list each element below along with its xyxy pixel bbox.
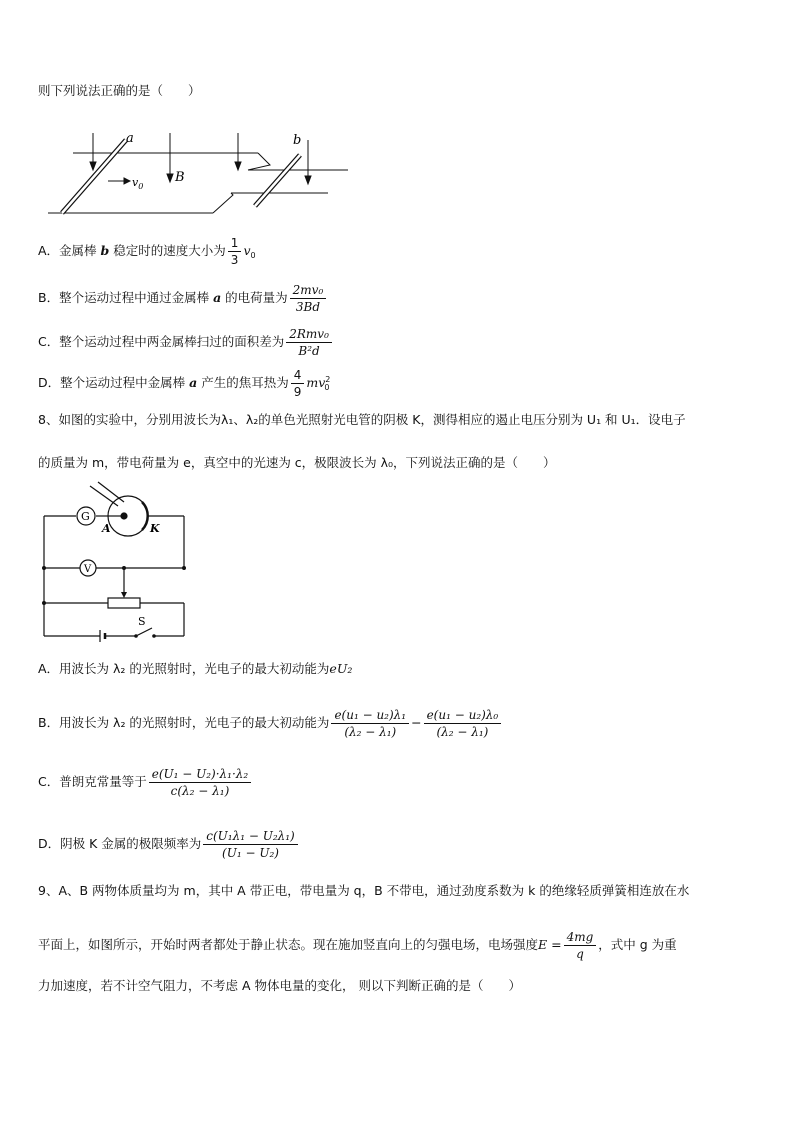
q8-circuit-figure xyxy=(38,482,188,637)
svg-text:v0 xyxy=(132,176,143,191)
q7-option-b: B．整个运动过程中通过金属棒 a 的电荷量为 $\frac{\text{2mv₀}}{3Bd}$ xyxy=(38,283,328,314)
q8-option-b: B．用波长为 λ₂ 的光照射时，光电子的最大初动能为 $\frac{\text{e(u₁ − u₂)λ₁}}{\text{(λ₂ − λ₁)}}$ − $\frac{\text{e(u₁ − u₂)λ₀}}{\text{(λ₂ − λ₁)}}$ xyxy=(38,708,503,739)
q9-stem-line3: 力加速度，若不计空气阻力，不考虑 A 物体电量的变化， 则以下判断正确的是（ ） xyxy=(38,978,521,993)
q8-option-a: A．用波长为 λ₂ 的光照射时，光电子的最大初动能为eU₂ xyxy=(38,661,353,676)
q8-label-s: S xyxy=(138,615,146,628)
q9-stem-line1: 9、A、B 两物体质量均为 m，其中 A 带正电，带电量为 q，B 不带电，通过劲度系数为 k 的绝缘轻质弹簧相连放在水 xyxy=(38,883,690,898)
q8-label-a: A xyxy=(102,522,111,535)
q7-label-B: B xyxy=(175,170,185,185)
q7-label-b: b xyxy=(293,133,302,148)
q8-option-d: D．阴极 K 金属的极限频率为 $\frac{\text{c(U₁λ₁ − U₂λ₁)}}{\text{(U₁ − U₂)}}$ xyxy=(38,829,300,860)
q8-stem-line2: 的质量为 m，带电荷量为 e，真空中的光速为 c，极限波长为 λ₀，下列说法正确的是（ ） xyxy=(38,455,556,470)
q7-option-c: C．整个运动过程中两金属棒扫过的面积差为 $\frac{\text{2Rmv₀}}{\text{B²d}}$ xyxy=(38,327,334,358)
q9-stem-line2: 平面上，如图所示，开始时两者都处于静止状态。现在施加竖直向上的匀强电场，电场强度E = $\frac{4mg}{q}$ ，式中 g 为重 xyxy=(38,930,677,961)
q7-rails-figure xyxy=(48,128,348,218)
q8-label-k: K xyxy=(150,522,160,535)
q7-label-v-sub: 0 xyxy=(138,182,144,191)
q8-option-c: C．普朗克常量等于 $\frac{\text{e(U₁ − U₂)·λ₁·λ₂}}{\text{c(λ₂ − λ₁)}}$ xyxy=(38,767,253,798)
q8-label-g: G xyxy=(81,510,90,523)
q7-intro: 则下列说法正确的是（ ） xyxy=(38,83,201,98)
q7-option-d: D．整个运动过程中金属棒 a 产生的焦耳热为 $\frac{4}{9}$ $mv^2_0$ xyxy=(38,368,331,399)
q7-label-a: a xyxy=(126,131,134,146)
q8-label-v: V xyxy=(84,564,92,575)
q7-label-v: v xyxy=(132,176,139,189)
q7-option-a: A．金属棒 b 稳定时的速度大小为 $\frac{1}{3}$ $v_0$ xyxy=(38,236,256,267)
q8-stem-line1: 8、如图的实验中，分别用波长为λ₁、λ₂的单色光照射光电管的阴极 K，测得相应的遏止电压分别为 U₁ 和 U₁．设电子 xyxy=(38,412,686,427)
